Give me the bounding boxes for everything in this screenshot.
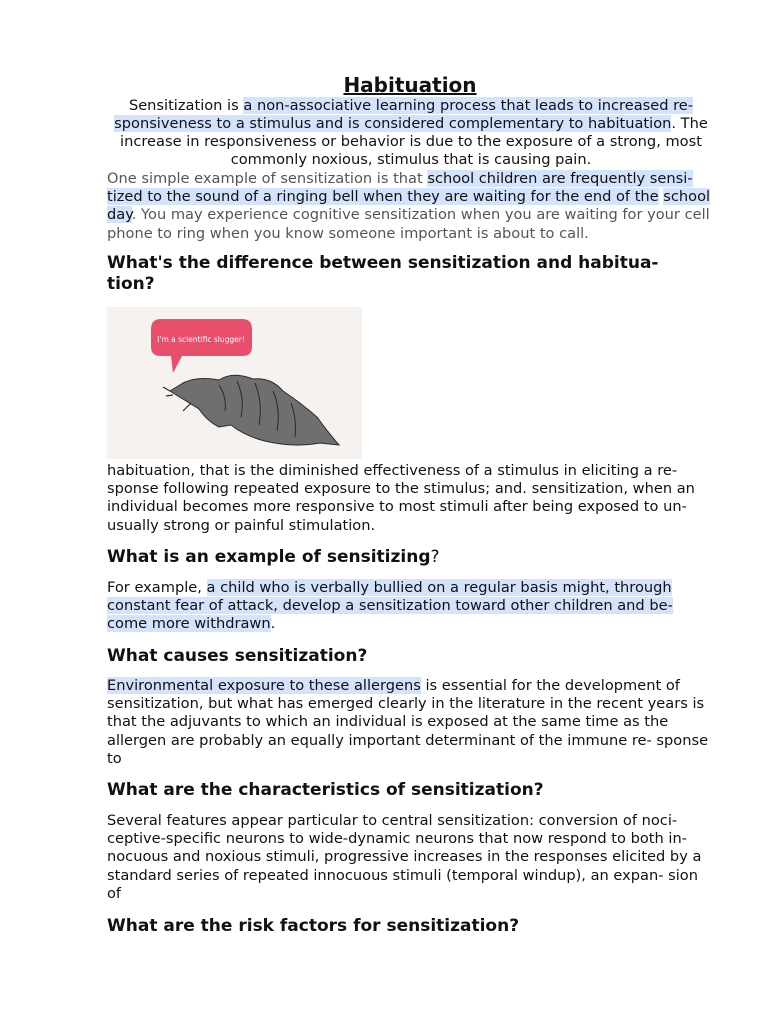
heading-characteristics: What are the characteristics of sensitization? <box>107 780 544 800</box>
bullied-child-paragraph <box>107 579 715 634</box>
characteristics-paragraph: Several features appear particular to central sensitization: conversion of noci- ceptive-specific neurons to wide-dynamic neurons that now respond to both in- nocuous and noxious stimuli, progressive increases in the responses elicited by a standard series of repeated innocuous stimuli (temporal windup), an expan- sion of <box>107 812 702 902</box>
habituation-paragraph: habituation, that is the diminished effectiveness of a stimulus in eliciting a re- sponse following repeated exposure to the stimulus; and. sensitization, when an individual becomes more responsive to most stimuli after being exposed to un- usually strong or painful stimulation. <box>107 462 695 534</box>
paragraph-text: is essential for the development of sensitization, but what has emerged clearly in the literature in the recent years is that the adjuvants to which an individual is exposed at the same time as the allergen are probably an equally important determinant of the immune re- sponse to <box>107 677 709 767</box>
speech-bubble-icon <box>151 319 252 373</box>
heading-example <box>107 547 707 568</box>
causes-paragraph <box>107 677 715 768</box>
paragraph-text: For example, <box>107 579 207 596</box>
speech-bubble-text: I'm a scientific slugger! <box>157 335 245 344</box>
slug-illustration <box>107 307 362 459</box>
slug-image <box>107 307 362 459</box>
highlighted-text: school children are frequently sensi- <box>427 170 693 187</box>
page-title: Habituation <box>343 73 477 97</box>
heading-question-mark: ? <box>430 547 440 567</box>
highlighted-text: a non-associative learning process that leads to increased re- <box>243 97 694 114</box>
highlighted-text: a child who is verbally bullied on a regular basis might, through <box>206 579 672 596</box>
heading-example-text: What is an example of sensitizing <box>107 547 431 567</box>
highlighted-text: come more withdrawn <box>107 615 271 633</box>
intro-text: Sensitization is <box>128 97 244 114</box>
highlighted-text: sponsiveness to a stimulus and is considered complementary to habituation <box>114 115 672 132</box>
intro-text: . <box>671 115 677 132</box>
paragraph-text: . You may experience cognitive sensitization when you are waiting for your cell phone to ring when you know someone important is about to call. <box>107 206 710 242</box>
sea-slug-icon <box>170 375 339 445</box>
paragraph-text: . <box>270 615 276 633</box>
highlighted-text: constant fear of attack, develop a sensitization toward other children and be- <box>107 597 673 615</box>
intro-text: The increase in responsiveness or behavior is due to the exposure of a strong, most commonly noxious, stimulus that is causing pain. <box>120 115 708 168</box>
paragraph-text: One simple example of sensitization is that <box>107 170 428 187</box>
heading-causes: What causes sensitization? <box>107 646 368 666</box>
heading-difference: What's the difference between sensitization and habitua- tion? <box>107 253 659 294</box>
intro-paragraph <box>107 97 715 169</box>
heading-risk-factors: What are the risk factors for sensitization? <box>107 916 520 936</box>
highlighted-text: tized to the sound of a ringing bell when they are waiting for the end of the <box>107 188 659 206</box>
highlighted-text: Environmental exposure to these allergens <box>107 677 421 694</box>
highlighted-text: school day <box>107 188 711 224</box>
example-paragraph <box>107 170 715 243</box>
